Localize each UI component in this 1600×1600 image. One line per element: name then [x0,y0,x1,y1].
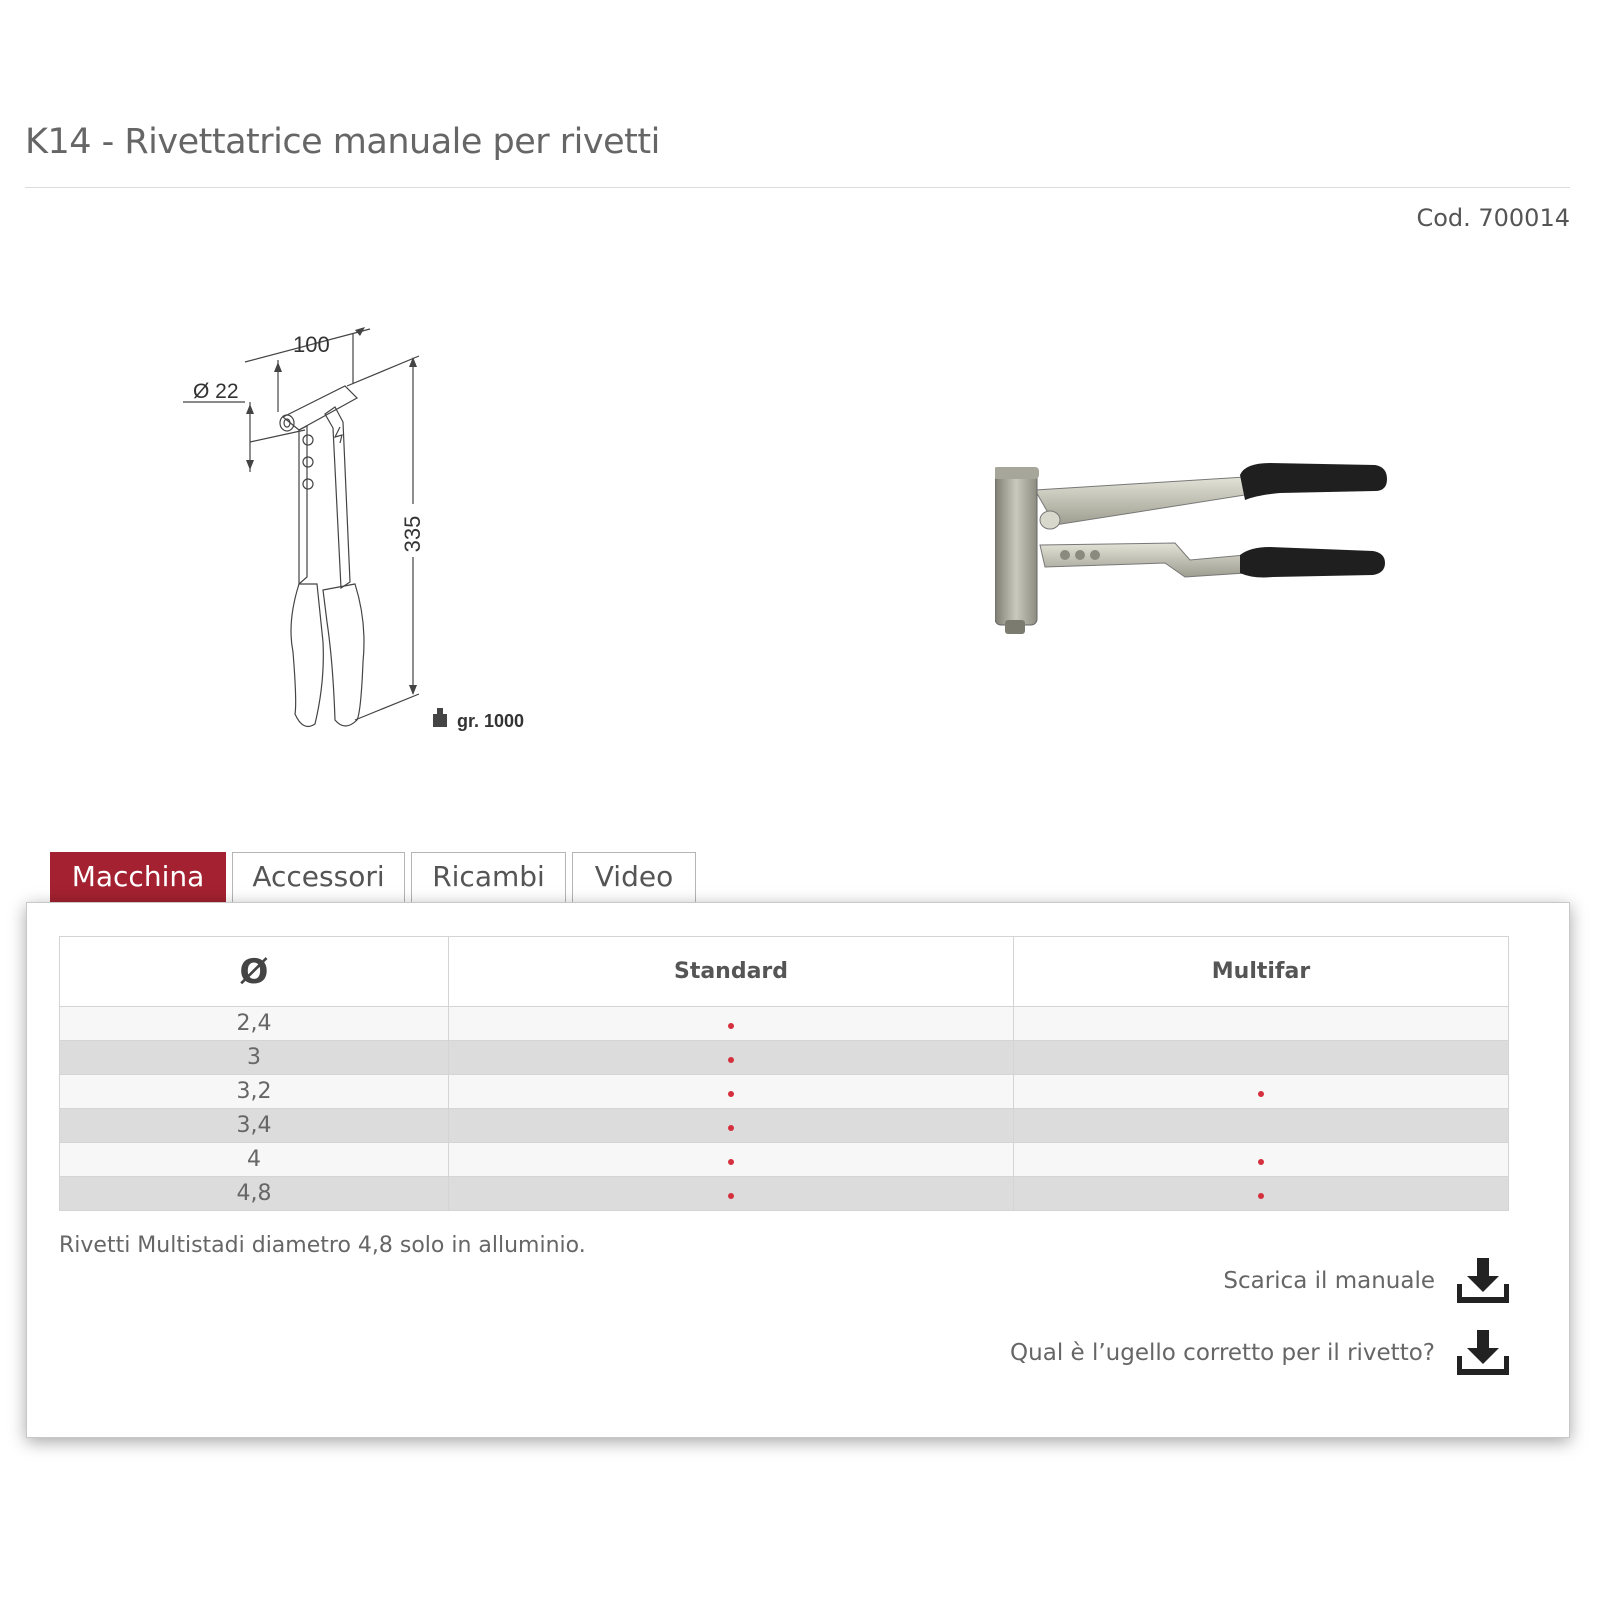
standard-cell [449,1177,1014,1211]
multifar-cell [1014,1075,1509,1109]
nozzle-guide-link[interactable] [1010,1330,1509,1376]
diameter-header: Ø [60,937,449,1007]
multifar-cell [1014,1177,1509,1211]
table-row [60,1041,1509,1075]
compatible-dot-icon [1258,1193,1264,1199]
compatible-dot-icon [728,1057,734,1063]
table-body [60,1007,1509,1211]
diameter-dimension: Ø 22 [193,380,239,403]
page-title: K14 - Rivettatrice manuale per rivetti [25,122,660,162]
multifar-cell [1014,1143,1509,1177]
multifar-cell [1014,1007,1509,1041]
compatible-dot-icon [1258,1159,1264,1165]
tab-video[interactable]: Video [572,852,696,902]
nozzle-guide-label: Qual è l’ugello corretto per il rivetto? [1010,1340,1435,1366]
download-icon [1457,1258,1509,1304]
tab-macchina[interactable]: Macchina [50,852,226,902]
tab-panel [26,902,1570,1438]
table-row [60,1177,1509,1211]
product-photo [995,455,1435,640]
standard-header: Standard [449,937,1014,1007]
download-icon [1457,1330,1509,1376]
weight-label: gr. 1000 [457,711,525,731]
length-dimension: 100 [293,332,330,357]
diameter-cell: 3,4 [60,1109,449,1143]
table-header-row [60,937,1509,1007]
tab-ricambi[interactable]: Ricambi [411,852,566,902]
rivet-note: Rivetti Multistadi diametro 4,8 solo in alluminio. [59,1233,586,1258]
rivet-compatibility-table [59,936,1509,1211]
standard-cell [449,1041,1014,1075]
compatible-dot-icon [728,1159,734,1165]
download-manual-link[interactable] [1223,1258,1509,1304]
standard-cell [449,1075,1014,1109]
compatible-dot-icon [728,1091,734,1097]
multifar-cell [1014,1041,1509,1075]
compatible-dot-icon [728,1125,734,1131]
standard-cell [449,1109,1014,1143]
compatible-dot-icon [728,1023,734,1029]
compatible-dot-icon [1258,1091,1264,1097]
technical-drawing [175,322,565,752]
diameter-cell: 4,8 [60,1177,449,1211]
standard-cell [449,1007,1014,1041]
diameter-cell: 3 [60,1041,449,1075]
diameter-cell: 3,2 [60,1075,449,1109]
standard-cell [449,1143,1014,1177]
compatible-dot-icon [728,1193,734,1199]
table-row [60,1143,1509,1177]
diameter-cell: 2,4 [60,1007,449,1041]
title-divider [25,187,1570,188]
download-manual-label: Scarica il manuale [1223,1268,1435,1294]
height-dimension: 335 [400,515,425,553]
multifar-header: Multifar [1014,937,1509,1007]
tab-accessori[interactable]: Accessori [232,852,405,902]
diameter-cell: 4 [60,1143,449,1177]
product-code: Cod. 700014 [1416,204,1570,232]
table-row [60,1075,1509,1109]
table-row [60,1109,1509,1143]
table-row [60,1007,1509,1041]
multifar-cell [1014,1109,1509,1143]
